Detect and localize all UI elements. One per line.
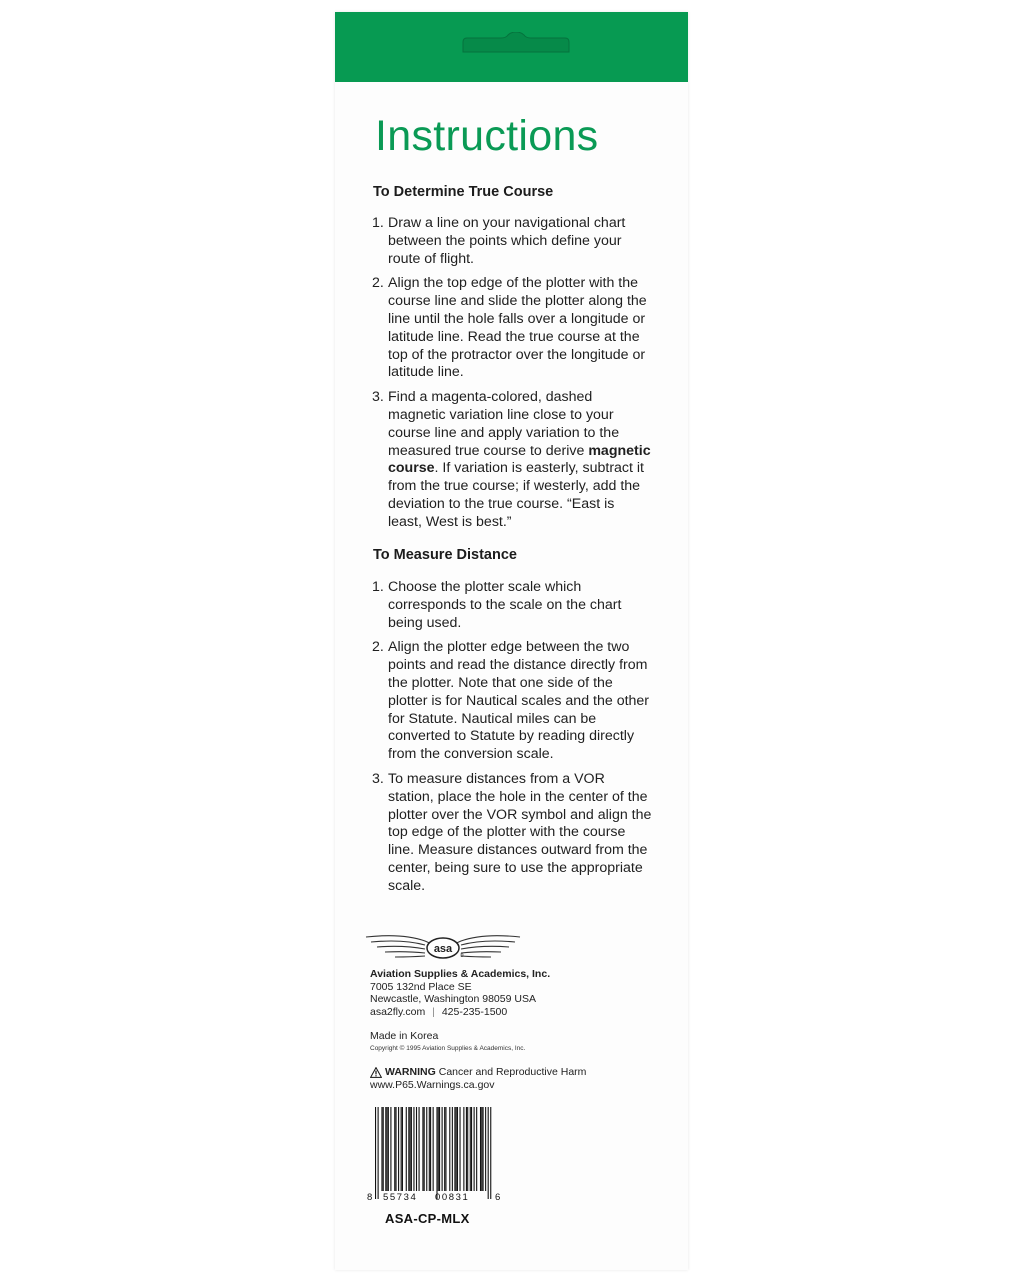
barcode-bar <box>454 1107 455 1191</box>
barcode-bar <box>408 1107 409 1191</box>
barcode-bar <box>433 1107 434 1191</box>
barcode-bar <box>430 1107 431 1191</box>
barcode-bar <box>467 1107 468 1191</box>
barcode-bar <box>429 1107 430 1191</box>
barcode-bar <box>471 1107 472 1191</box>
company-contact <box>370 1006 670 1019</box>
company-address-line2: Newcastle, Washington 98059 USA <box>370 993 536 1006</box>
barcode-bar <box>488 1107 489 1199</box>
made-in-label: Made in Korea <box>370 1030 439 1042</box>
barcode-bar <box>419 1107 420 1191</box>
section-heading-true-course: To Determine True Course <box>373 184 554 200</box>
hang-hole-icon <box>461 32 571 54</box>
barcode-bar <box>401 1107 402 1191</box>
barcode-bar <box>470 1107 471 1191</box>
barcode-bar <box>463 1107 464 1191</box>
page-title: Instructions <box>375 112 599 160</box>
step-text: . If variation is easterly, subtract it from the true course; if westerly, add the deviation to the true course. “East is least, West is best.” <box>388 460 645 530</box>
list-item <box>372 579 652 632</box>
barcode-bar <box>383 1107 384 1191</box>
section-heading-measure-distance: To Measure Distance <box>373 547 517 563</box>
company-phone: 425-235-1500 <box>441 1005 508 1018</box>
barcode-bar <box>439 1107 440 1191</box>
magnetic-course-term: magnetic course <box>388 442 651 477</box>
barcode-digit-last: 6 <box>495 1192 501 1203</box>
header-band <box>335 12 688 82</box>
step-number: 2. <box>372 639 384 656</box>
barcode-bar <box>406 1107 407 1191</box>
step-number: 3. <box>372 389 384 406</box>
barcode-bar <box>438 1107 439 1191</box>
package-card <box>335 12 688 1270</box>
step-number: 2. <box>372 275 384 292</box>
list-item <box>372 215 652 268</box>
barcode-bar <box>481 1107 482 1191</box>
barcode-bar <box>457 1107 458 1191</box>
step-text: To measure distances from a VOR station, place the hole in the center of the plotter over the VOR symbol and align the top edge of the plotter with the course line. Measure distances outward from the center, being sure to use the appropriate scale. <box>388 770 652 894</box>
product-sku: ASA-CP-MLX <box>385 1211 470 1226</box>
barcode-bar <box>385 1107 386 1191</box>
barcode-bar <box>402 1107 403 1191</box>
barcode-bar <box>424 1107 425 1191</box>
winged-asa-logo-icon <box>363 927 523 967</box>
barcode-bar <box>416 1107 417 1191</box>
contact-separator: | <box>432 1005 435 1018</box>
barcode-bar <box>413 1107 414 1191</box>
warning-triangle-icon <box>370 1067 382 1078</box>
company-info <box>370 968 670 1018</box>
barcode-bar <box>426 1107 427 1191</box>
copyright-text: Copyright © 1995 Aviation Supplies & Academics, Inc. <box>370 1045 526 1052</box>
measure-distance-steps <box>372 579 652 903</box>
company-website: asa2fly.com <box>370 1005 426 1018</box>
list-item <box>372 389 652 531</box>
barcode-digit-first: 8 <box>367 1192 373 1203</box>
barcode-bar <box>375 1107 376 1199</box>
warning-label: WARNING <box>385 1066 436 1078</box>
warning-text: Cancer and Reproductive Harm <box>438 1066 587 1078</box>
barcode-bar <box>387 1107 388 1191</box>
barcode-bar <box>490 1107 491 1199</box>
step-number: 1. <box>372 579 384 595</box>
barcode-bar <box>411 1107 412 1191</box>
barcode-bar <box>398 1107 399 1191</box>
barcode-digits-right: 00831 <box>435 1192 470 1203</box>
barcode-bar <box>390 1107 391 1191</box>
barcode-bar <box>456 1107 457 1191</box>
step-text: Draw a line on your navigational chart between the points which define your route of flight. <box>388 215 626 267</box>
company-address-line1: 7005 132nd Place SE <box>370 980 472 993</box>
step-text: Choose the plotter scale which corresponds to the scale on the chart being used. <box>388 579 622 631</box>
step-text: Align the plotter edge between the two points and read the distance directly from the plotter. Note that one side of the plotter is for Nautical scales and the other for Statute. Nautical miles can be converted to Statute by reading directly from the conversion scale. <box>388 639 650 763</box>
barcode-bar <box>388 1107 389 1191</box>
barcode-bar <box>422 1107 423 1191</box>
barcode-digits-left: 55734 <box>383 1192 418 1203</box>
barcode-bar <box>395 1107 396 1191</box>
company-name: Aviation Supplies & Academics, Inc. <box>370 968 551 980</box>
list-item <box>372 771 652 896</box>
barcode-bar <box>483 1107 484 1191</box>
barcode-bar <box>378 1107 379 1199</box>
barcode-bar <box>459 1107 460 1191</box>
barcode-bar <box>444 1107 445 1191</box>
barcode-bar <box>381 1107 382 1191</box>
registered-mark: ® <box>460 953 464 959</box>
logo-text: asa <box>433 943 453 955</box>
list-item <box>372 275 652 382</box>
barcode-bar <box>474 1107 475 1191</box>
barcode-bar <box>476 1107 477 1191</box>
barcode-bar <box>480 1107 481 1191</box>
barcode-bar <box>449 1107 450 1191</box>
barcode-bar <box>442 1107 443 1191</box>
step-number: 1. <box>372 215 384 231</box>
barcode-bar <box>410 1107 411 1191</box>
barcode-bar <box>394 1107 395 1191</box>
barcode-bar <box>485 1107 486 1191</box>
barcode <box>375 1107 495 1199</box>
step-text: Align the top edge of the plotter with the course line and slide the plotter along the line until the hole falls over a longitude or latitude line. Read the true course at the top of the protractor over the longitude or latitude line. <box>388 275 647 381</box>
true-course-steps <box>372 215 652 539</box>
barcode-bar <box>452 1107 453 1191</box>
step-number: 3. <box>372 770 384 787</box>
warning-url: www.P65.Warnings.ca.gov <box>370 1079 495 1091</box>
step-text: Find a magenta-colored, dashed magnetic variation line close to your course line and apply variation to the measured true course to derive <box>388 389 620 459</box>
barcode-bar <box>445 1107 446 1191</box>
list-item <box>372 639 652 764</box>
prop65-warning <box>370 1066 670 1092</box>
barcode-bar <box>436 1107 437 1199</box>
barcode-bar <box>466 1107 467 1191</box>
